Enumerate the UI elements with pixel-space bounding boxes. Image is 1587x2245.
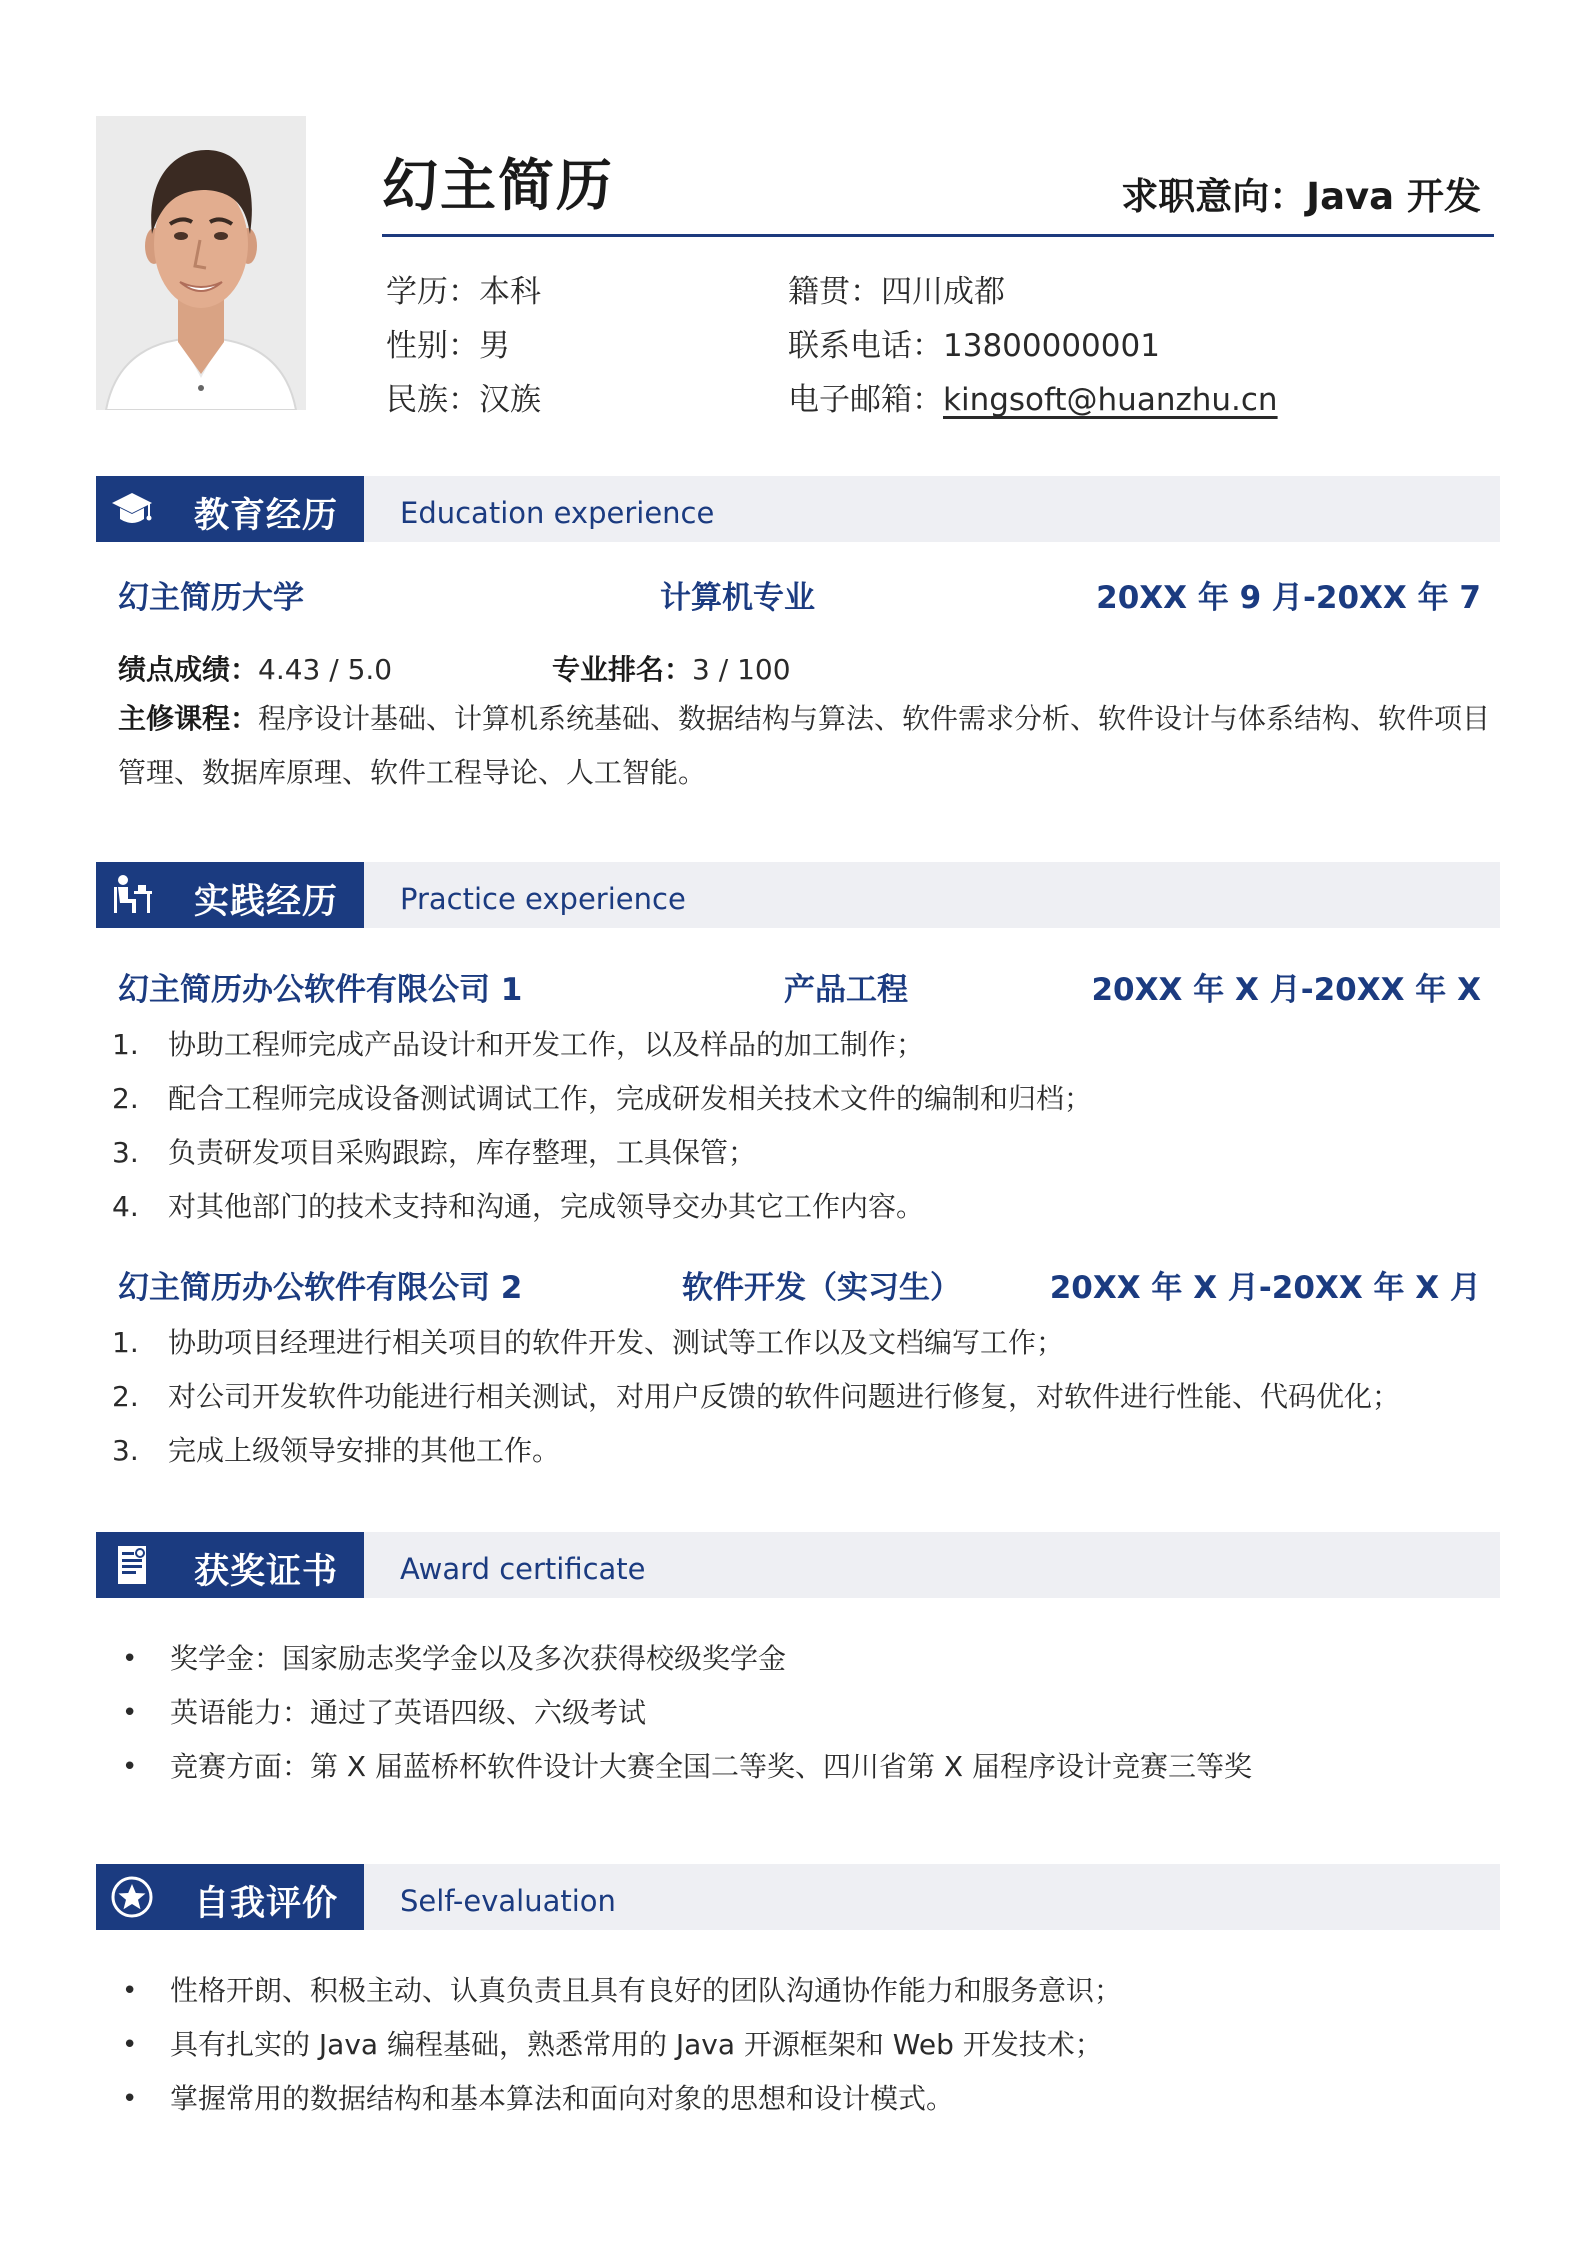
section-header-awards [96,1532,1500,1598]
job-date: 20XX 年 X 月-20XX 年 X 月 [1049,1270,1481,1306]
section-title-en: Practice experience [400,882,686,916]
list-item: 1. 协助工程师完成产品设计和开发工作，以及样品的加工制作； [112,1028,925,1061]
list-item: • 掌握常用的数据结构和基本算法和面向对象的思想和设计模式。 [122,2082,955,2115]
courses-value: 程序设计基础、计算机系统基础、数据结构与算法、软件需求分析、软件设计与体系结构、软件项目管理、数据库原理、软件工程导论、人工智能。 [118,702,1491,789]
school-name: 幻主简历大学 [118,580,304,616]
list-item: 3. 负责研发项目采购跟踪，库存整理，工具保管； [112,1136,757,1169]
section-tag [96,1864,364,1930]
company-name: 幻主简历办公软件有限公司 2 [118,1270,523,1306]
list-item: 4. 对其他部门的技术支持和沟通，完成领导交办其它工作内容。 [112,1190,925,1223]
list-item: 3. 完成上级领导安排的其他工作。 [112,1434,561,1467]
self-evaluation-list [104,1964,1484,2126]
info-value: 汉族 [479,382,541,418]
info-value: 本科 [479,274,541,310]
section-tag [96,1532,364,1598]
list-item: 1. 协助项目经理进行相关项目的软件开发、测试等工作以及文档编写工作； [112,1326,1065,1359]
section-tag [96,862,364,928]
info-value: 男 [479,328,510,364]
section-tag [96,476,364,542]
rank-label: 专业排名： [552,653,693,686]
info-value: 13800000001 [943,328,1160,364]
info-gender [386,320,510,365]
gpa [118,648,392,688]
gpa-value: 4.43 / 5.0 [258,653,393,686]
info-label: 学历： [386,274,479,310]
info-label: 民族： [386,382,479,418]
job-duties-list [112,1018,1492,1234]
major: 计算机专业 [660,580,815,616]
resume-title: 幻主简历 [382,154,614,219]
star-badge-icon [110,1875,154,1919]
email-link[interactable]: kingsoft@huanzhu.cn [943,382,1278,418]
list-item: • 具有扎实的 Java 编程基础，熟悉常用的 Java 开源框架和 Web 开发技术； [122,2028,1103,2061]
info-label: 联系电话： [788,328,943,364]
info-label: 籍贯： [788,274,881,310]
job-role: 软件开发（实习生） [682,1270,961,1306]
section-title-en: Education experience [400,496,715,530]
section-header-practice [96,862,1500,928]
header-divider [382,234,1494,237]
list-item: • 英语能力：通过了英语四级、六级考试 [122,1696,647,1729]
section-title: 实践经历 [194,882,339,922]
rank [552,648,791,688]
list-item: • 竞赛方面：第 X 届蓝桥杯软件设计大赛全国二等奖、四川省第 X 届程序设计竞赛三等奖 [122,1750,1252,1783]
info-education [386,266,541,311]
job-intention: 求职意向：Java 开发 [1121,175,1481,218]
section-header-education [96,476,1500,542]
person-at-desk-icon [110,873,154,917]
profile-photo [96,116,306,410]
section-title: 获奖证书 [194,1552,339,1592]
job-duties-list [112,1316,1492,1478]
awards-list [104,1632,1484,1794]
info-ethnicity [386,374,541,419]
section-title-en: Self-evaluation [400,1884,616,1918]
section-title-en: Award certificate [400,1552,646,1586]
list-item: 2. 配合工程师完成设备测试调试工作，完成研发相关技术文件的编制和归档； [112,1082,1093,1115]
portrait-image [96,116,306,410]
company-name: 幻主简历办公软件有限公司 1 [118,972,523,1008]
section-header-self-evaluation [96,1864,1500,1930]
section-title: 教育经历 [194,496,339,536]
graduation-cap-icon [110,487,154,531]
info-label: 性别： [386,328,479,364]
certificate-icon [110,1543,154,1587]
info-email [788,374,1278,419]
list-item: 2. 对公司开发软件功能进行相关测试，对用户反馈的软件问题进行修复，对软件进行性能、代码优化； [112,1380,1401,1413]
education-date: 20XX 年 9 月-20XX 年 7 [1096,580,1481,616]
info-value: 四川成都 [881,274,1005,310]
info-hometown [788,266,1005,311]
courses [118,692,1498,800]
list-item: • 奖学金：国家励志奖学金以及多次获得校级奖学金 [122,1642,787,1675]
rank-value: 3 / 100 [692,653,791,686]
list-item: • 性格开朗、积极主动、认真负责且具有良好的团队沟通协作能力和服务意识； [122,1974,1123,2007]
info-label: 电子邮箱： [788,382,943,418]
job-role: 产品工程 [784,972,908,1008]
gpa-label: 绩点成绩： [118,653,259,686]
info-phone [788,320,1160,365]
job-date: 20XX 年 X 月-20XX 年 X [1091,972,1481,1008]
courses-label: 主修课程： [118,702,259,735]
section-title: 自我评价 [194,1884,339,1924]
